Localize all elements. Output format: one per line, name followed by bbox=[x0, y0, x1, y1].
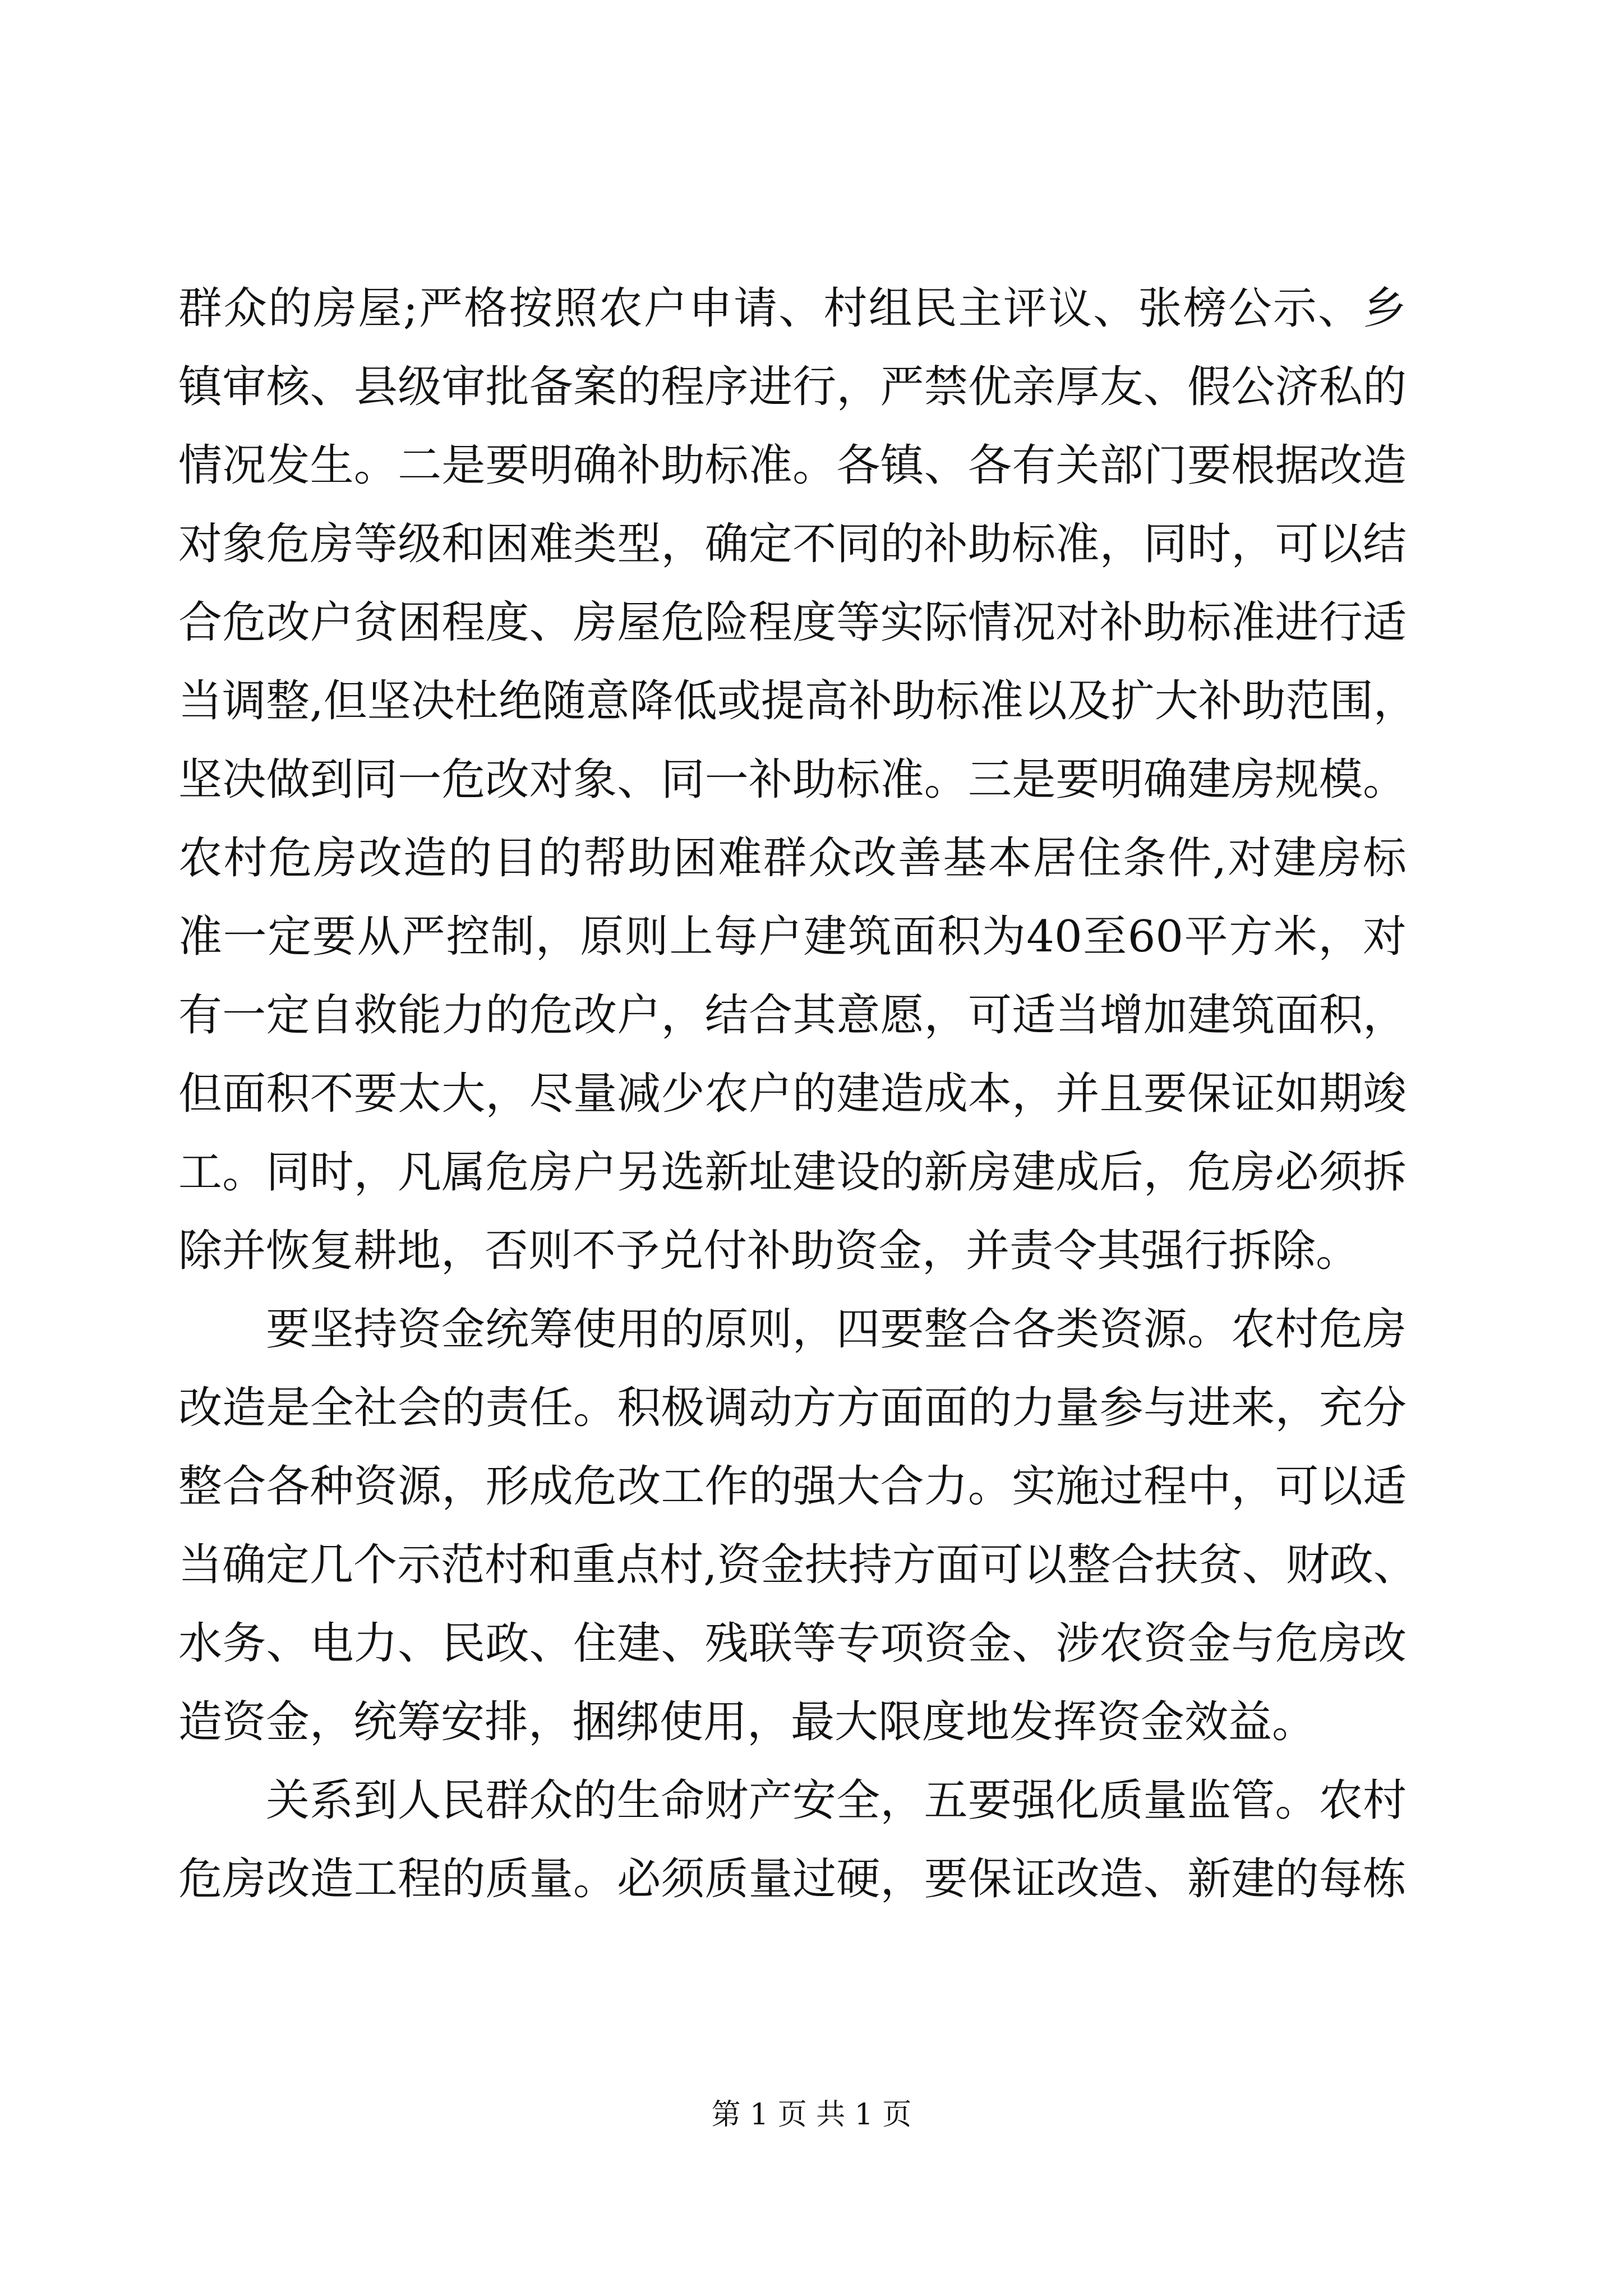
text-line: 工。同时，凡属危房户另选新址建设的新房建成后，危房必须拆 bbox=[178, 1147, 1407, 1198]
text-line: 除并恢复耕地，否则不予兑付补助资金，并责令其强行拆除。 bbox=[178, 1226, 1360, 1276]
text-line: 坚决做到同一危改对象、同一补助标准。三是要明确建房规模。 bbox=[178, 754, 1407, 805]
page-number-footer: 第 1 页 共 1 页 bbox=[711, 2098, 912, 2132]
text-line: 合危改户贫困程度、房屋危险程度等实际情况对补助标准进行适 bbox=[178, 597, 1407, 648]
text-line: 但面积不要太大，尽量减少农户的建造成本，并且要保证如期竣 bbox=[178, 1069, 1407, 1119]
text-line: 整合各种资源，形成危改工作的强大合力。实施过程中，可以适 bbox=[178, 1461, 1407, 1512]
text-line: 有一定自救能力的危改户，结合其意愿，可适当增加建筑面积， bbox=[178, 990, 1407, 1041]
paragraph-first-line: 要坚持资金统筹使用的原则，四要整合各类资源。农村危房 bbox=[266, 1304, 1407, 1355]
text-line: 当调整,但坚决杜绝随意降低或提高补助标准以及扩大补助范围， bbox=[178, 676, 1417, 726]
text-line: 造资金，统筹安排，捆绑使用，最大限度地发挥资金效益。 bbox=[178, 1697, 1316, 1747]
text-line: 镇审核、县级审批备案的程序进行，严禁优亲厚友、假公济私的 bbox=[178, 362, 1407, 412]
text-line: 对象危房等级和困难类型，确定不同的补助标准，同时，可以结 bbox=[178, 519, 1407, 569]
text-line: 危房改造工程的质量。必须质量过硬，要保证改造、新建的每栋 bbox=[178, 1854, 1407, 1904]
text-line: 当确定几个示范村和重点村,资金扶持方面可以整合扶贫、财政、 bbox=[178, 1540, 1417, 1590]
text-line: 群众的房屋;严格按照农户申请、村组民主评议、张榜公示、乡 bbox=[178, 283, 1407, 334]
text-line: 改造是全社会的责任。积极调动方方面面的力量参与进来，充分 bbox=[178, 1383, 1407, 1433]
paragraph-first-line: 关系到人民群众的生命财产安全，五要强化质量监管。农村 bbox=[266, 1775, 1407, 1826]
text-line: 情况发生。二是要明确补助标准。各镇、各有关部门要根据改造 bbox=[178, 440, 1407, 491]
text-line: 准一定要从严控制，原则上每户建筑面积为40至60平方米，对 bbox=[178, 912, 1407, 962]
text-line: 水务、电力、民政、住建、残联等专项资金、涉农资金与危房改 bbox=[178, 1618, 1407, 1669]
text-line: 农村危房改造的目的帮助困难群众改善基本居住条件,对建房标 bbox=[178, 833, 1407, 884]
